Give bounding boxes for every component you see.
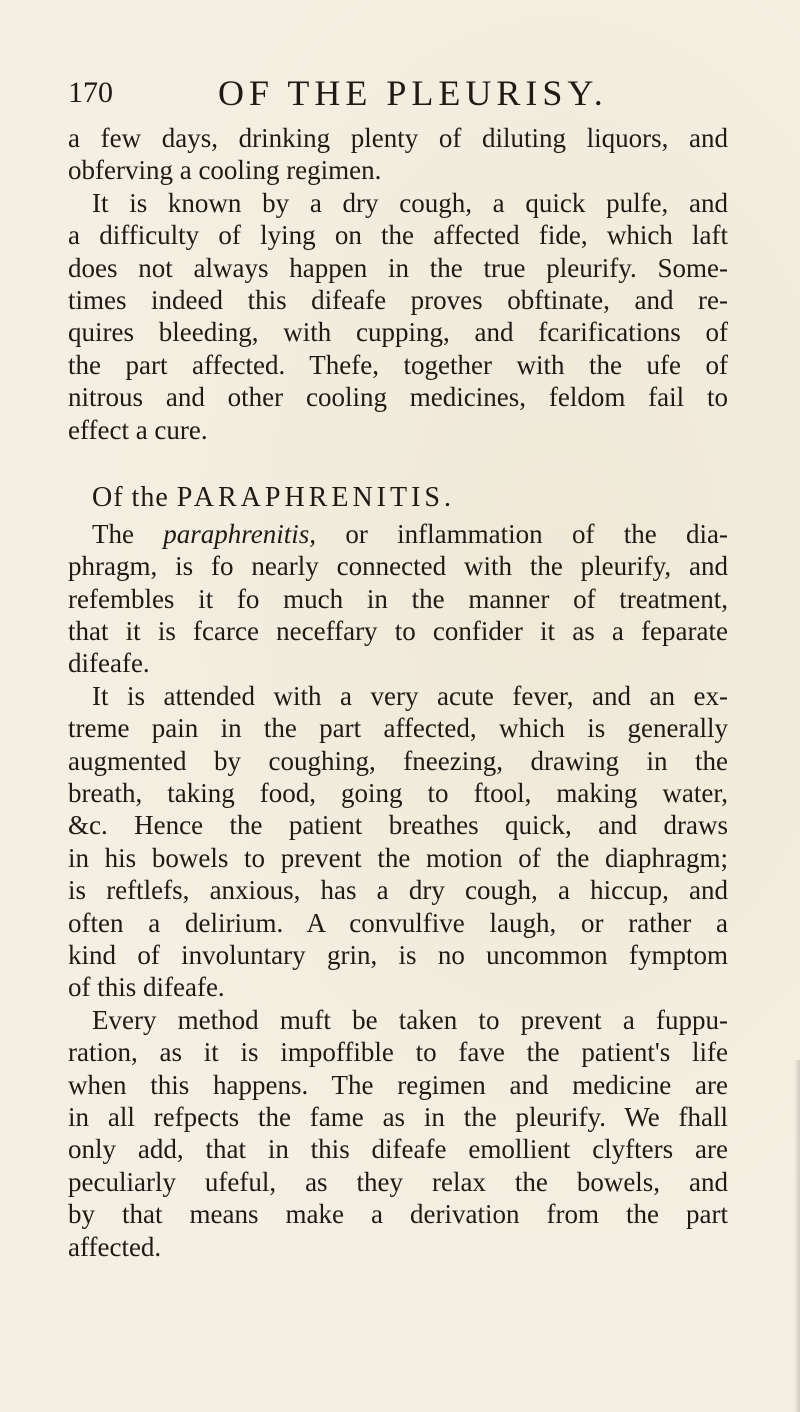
text-line: treme pain in the part affected, which is generally: [68, 713, 728, 744]
body-text: [68, 122, 728, 1263]
text-line: only add, that in this difeafe emollient clyfters are: [68, 1134, 728, 1165]
text-line: &c. Hence the patient breathes quick, and draws: [68, 810, 728, 841]
text-line: effect a cure.: [68, 414, 208, 445]
text-line: It is known by a dry cough, a quick pulfe, and: [92, 187, 728, 218]
text-line: when this happens. The regimen and medicine are: [68, 1069, 728, 1100]
text-line: a difficulty of lying on the affected fide, which laft: [68, 220, 728, 251]
text-line: in all refpects the fame as in the pleurify. We fhall: [68, 1101, 728, 1132]
text-line: nitrous and other cooling medicines, feldom fail to: [68, 382, 728, 413]
text-line: refembles it fo much in the manner of treatment,: [68, 583, 728, 614]
text-line: of this difeafe.: [68, 972, 225, 1003]
page-number: 170: [68, 76, 113, 109]
heading-title: PARAPHRENITIS.: [176, 481, 456, 513]
line-start: The: [92, 518, 134, 549]
text-line: peculiarly ufeful, as they relax the bowels, and: [68, 1166, 728, 1197]
text-line: breath, taking food, going to ftool, making water,: [68, 778, 728, 809]
text-line: that it is fcarce neceffary to confider it as a feparate: [68, 616, 728, 647]
text-line: is reftlefs, anxious, has a dry cough, a hiccup, and: [68, 875, 728, 906]
text-line: [68, 518, 728, 550]
text-line: affected.: [68, 1231, 162, 1262]
line-rest: or inflammation of the dia-: [345, 518, 729, 549]
section-gap: [68, 446, 728, 478]
text-line: times indeed this difeafe proves obftinate, and re-: [68, 284, 728, 315]
text-line: by that means make a derivation from the part: [68, 1199, 728, 1230]
text-line: kind of involuntary grin, is no uncommon fymptom: [68, 939, 728, 970]
running-title: OF THE PLEURISY.: [218, 73, 608, 113]
text-line: Every method muft be taken to prevent a fuppu-: [92, 1004, 728, 1035]
text-line: It is attended with a very acute fever, and an ex-: [92, 680, 728, 711]
text-line: augmented by coughing, fneezing, drawing in the: [68, 745, 728, 776]
text-line: a few days, drinking plenty of diluting liquors, and: [68, 123, 728, 153]
text-line: ration, as it is impoffible to fave the patient's life: [68, 1037, 728, 1068]
text-line: the part affected. Thefe, together with the ufe of: [68, 349, 728, 380]
text-line: in his bowels to prevent the motion of the diaphragm;: [68, 842, 728, 873]
text-line: difeafe.: [68, 648, 150, 679]
text-line: often a delirium. A convulfive laugh, or rather a: [68, 907, 728, 938]
page-edge-shadow: [794, 1060, 800, 1412]
page-header: [68, 72, 728, 118]
text-line: does not always happen in the true pleurify. Some-: [68, 252, 728, 283]
text-line: phragm, is fo nearly connected with the pleurify, and: [68, 551, 728, 582]
section-heading: [68, 478, 728, 518]
italic-term: paraphrenitis,: [163, 518, 317, 549]
text-line: obferving a cooling regimen.: [68, 155, 382, 186]
text-line: quires bleeding, with cupping, and fcarifications of: [68, 317, 728, 348]
heading-prefix: Of the: [92, 481, 169, 513]
